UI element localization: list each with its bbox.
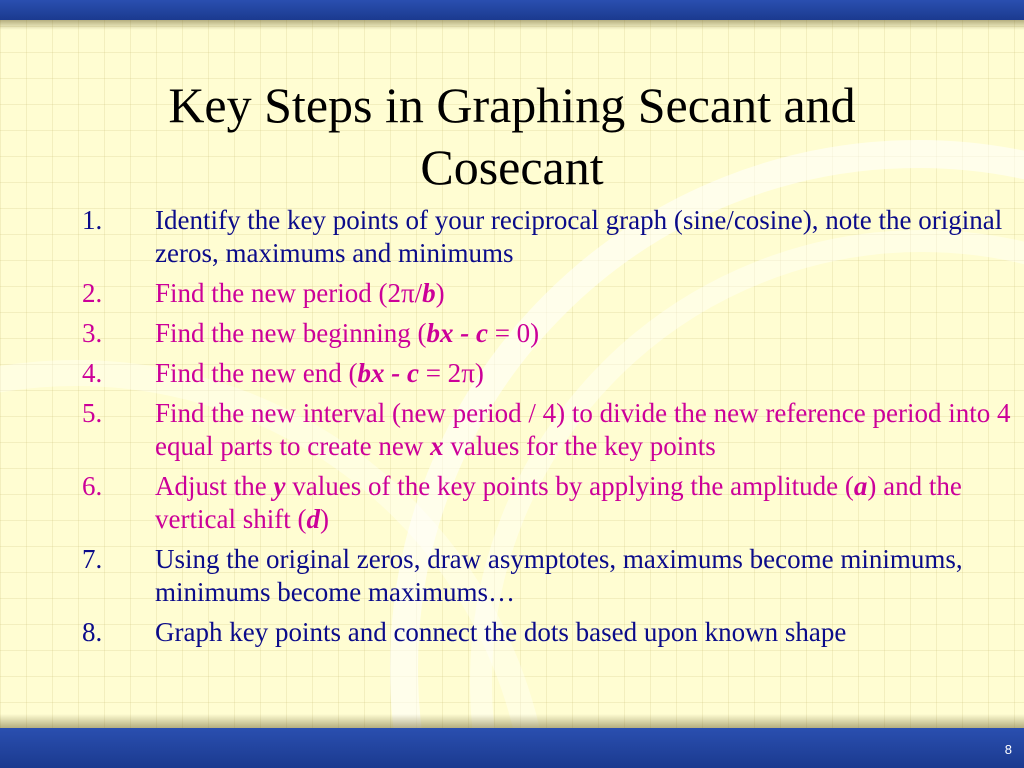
step-text: Adjust the xyxy=(155,471,274,501)
step-text: values of the key points by applying the amplitude ( xyxy=(285,471,854,501)
step-item xyxy=(82,277,1022,310)
step-item xyxy=(82,204,1022,270)
step-item xyxy=(82,397,1022,463)
bottom-bar xyxy=(0,728,1024,768)
slide-title xyxy=(60,74,964,198)
step-text: ) xyxy=(474,358,484,388)
variable-a: a xyxy=(853,471,868,501)
step-number: 6. xyxy=(82,471,103,501)
step-item xyxy=(82,470,1022,536)
step-text: ) xyxy=(319,504,329,534)
slide-title-line-2: Cosecant xyxy=(420,139,604,195)
variable-x: x xyxy=(430,431,444,461)
step-text: Using the original zeros, draw asymptotes, maximums become minimums, minimums become maximums… xyxy=(155,544,963,607)
step-text: Find the new end ( xyxy=(155,358,358,388)
variable-b: b xyxy=(422,278,436,308)
step-item xyxy=(82,616,1022,649)
step-text: Identify the key points of your reciprocal graph (sine/cosine), note the original zeros, maximums and minimums xyxy=(155,205,1003,268)
page-number: 8 xyxy=(1004,742,1012,757)
pi-symbol: π xyxy=(461,358,475,388)
step-text: ) and the vertical shift ( xyxy=(155,471,962,534)
expression-bx-minus-c: bx - c xyxy=(426,318,488,348)
step-item xyxy=(82,317,1022,350)
variable-y: y xyxy=(273,471,286,501)
step-item xyxy=(82,543,1022,609)
step-text: ) xyxy=(435,278,445,308)
step-number: 8. xyxy=(82,617,103,647)
step-number: 3. xyxy=(82,318,103,348)
step-text: Find the new interval (new period / 4) to divide the new reference period into 4 equal parts to create new xyxy=(155,398,1011,461)
step-text: Graph key points and connect the dots based upon known shape xyxy=(155,617,847,647)
step-text: = 0) xyxy=(487,318,540,348)
step-item xyxy=(82,357,1022,390)
bottom-shadow xyxy=(0,714,1024,728)
slash-symbol: / xyxy=(414,278,423,308)
top-bar xyxy=(0,0,1024,20)
step-text: values for the key points xyxy=(443,431,716,461)
step-number: 4. xyxy=(82,358,103,388)
variable-d: d xyxy=(306,504,320,534)
step-number: 1. xyxy=(82,205,103,235)
slide-title-line-1: Key Steps in Graphing Secant and xyxy=(168,77,856,133)
step-number: 5. xyxy=(82,398,103,428)
pi-symbol: π xyxy=(400,278,415,308)
steps-list xyxy=(82,204,1022,656)
step-text: Find the new period (2 xyxy=(155,278,401,308)
step-number: 7. xyxy=(82,544,103,574)
step-text: Find the new beginning ( xyxy=(155,318,427,348)
step-number: 2. xyxy=(82,278,103,308)
top-shadow xyxy=(0,20,1024,30)
expression-bx-minus-c: bx - c xyxy=(357,358,419,388)
step-text: = 2 xyxy=(418,358,462,388)
